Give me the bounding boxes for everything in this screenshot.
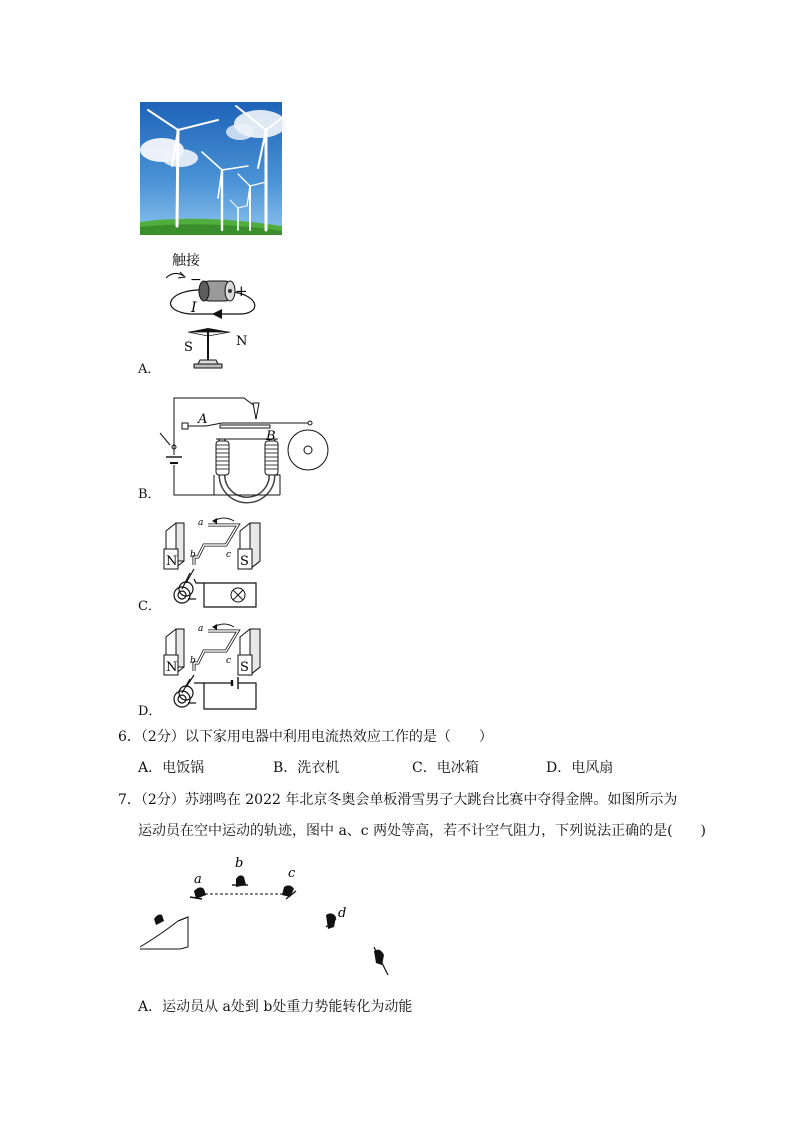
traj-label-b: b [235, 856, 244, 871]
q6-option-c[interactable]: C．电冰箱 [412, 760, 479, 776]
q5-option-c-label[interactable]: C． [138, 599, 161, 614]
magnet-s-label: S [240, 660, 249, 675]
q5-option-d-label[interactable]: D． [138, 704, 162, 719]
trajectory-figure [140, 855, 400, 985]
traj-label-d: d [338, 906, 347, 921]
q6-option-a[interactable]: A．电饭锅 [138, 760, 205, 776]
coil-b-label: b [190, 656, 196, 666]
q7-stem-line2: 运动员在空中运动的轨迹，图中 a、c 两处等高，若不计空气阻力，下列说法正确的是( ) [138, 823, 707, 839]
point-a-label: A [198, 412, 208, 427]
coil-a-label: a [198, 624, 204, 634]
traj-label-c: c [288, 866, 296, 881]
coil-c-label: c [226, 656, 232, 666]
point-b-label: B [266, 429, 276, 444]
q5-option-a-label[interactable]: A． [138, 362, 161, 377]
magnet-s-label: S [240, 554, 249, 569]
figure-option-c [160, 513, 270, 613]
figure-option-a [150, 250, 290, 372]
q5-option-b-label[interactable]: B． [138, 487, 161, 502]
figure-option-b [160, 395, 335, 500]
pole-n: N [236, 334, 248, 349]
q6-option-d[interactable]: D．电风扇 [546, 760, 614, 776]
current-label: I [191, 300, 197, 316]
minus-sign: − [190, 272, 202, 288]
q6-stem: 6．（2分）以下家用电器中利用电流热效应工作的是（ ） [118, 729, 493, 745]
plus-sign: + [235, 282, 248, 300]
figure-option-d [160, 619, 270, 715]
magnet-n-label: N [166, 554, 178, 569]
coil-b-label: b [190, 550, 196, 560]
q7-stem-line1: 7．（2分）苏翊鸣在 2022 年北京冬奥会单板滑雪男子大跳台比赛中夺得金牌。如图所示为 [118, 792, 678, 808]
touch-label: 触接 [172, 253, 200, 269]
traj-label-a: a [194, 872, 202, 887]
coil-c-label: c [226, 550, 232, 560]
wind-turbine-photo [140, 102, 282, 235]
magnet-n-label: N [166, 660, 178, 675]
q7-option-a[interactable]: A．运动员从 a处到 b处重力势能转化为动能 [138, 999, 413, 1015]
coil-a-label: a [198, 518, 204, 528]
pole-s: S [184, 340, 193, 355]
q6-option-b[interactable]: B．洗衣机 [273, 760, 340, 776]
